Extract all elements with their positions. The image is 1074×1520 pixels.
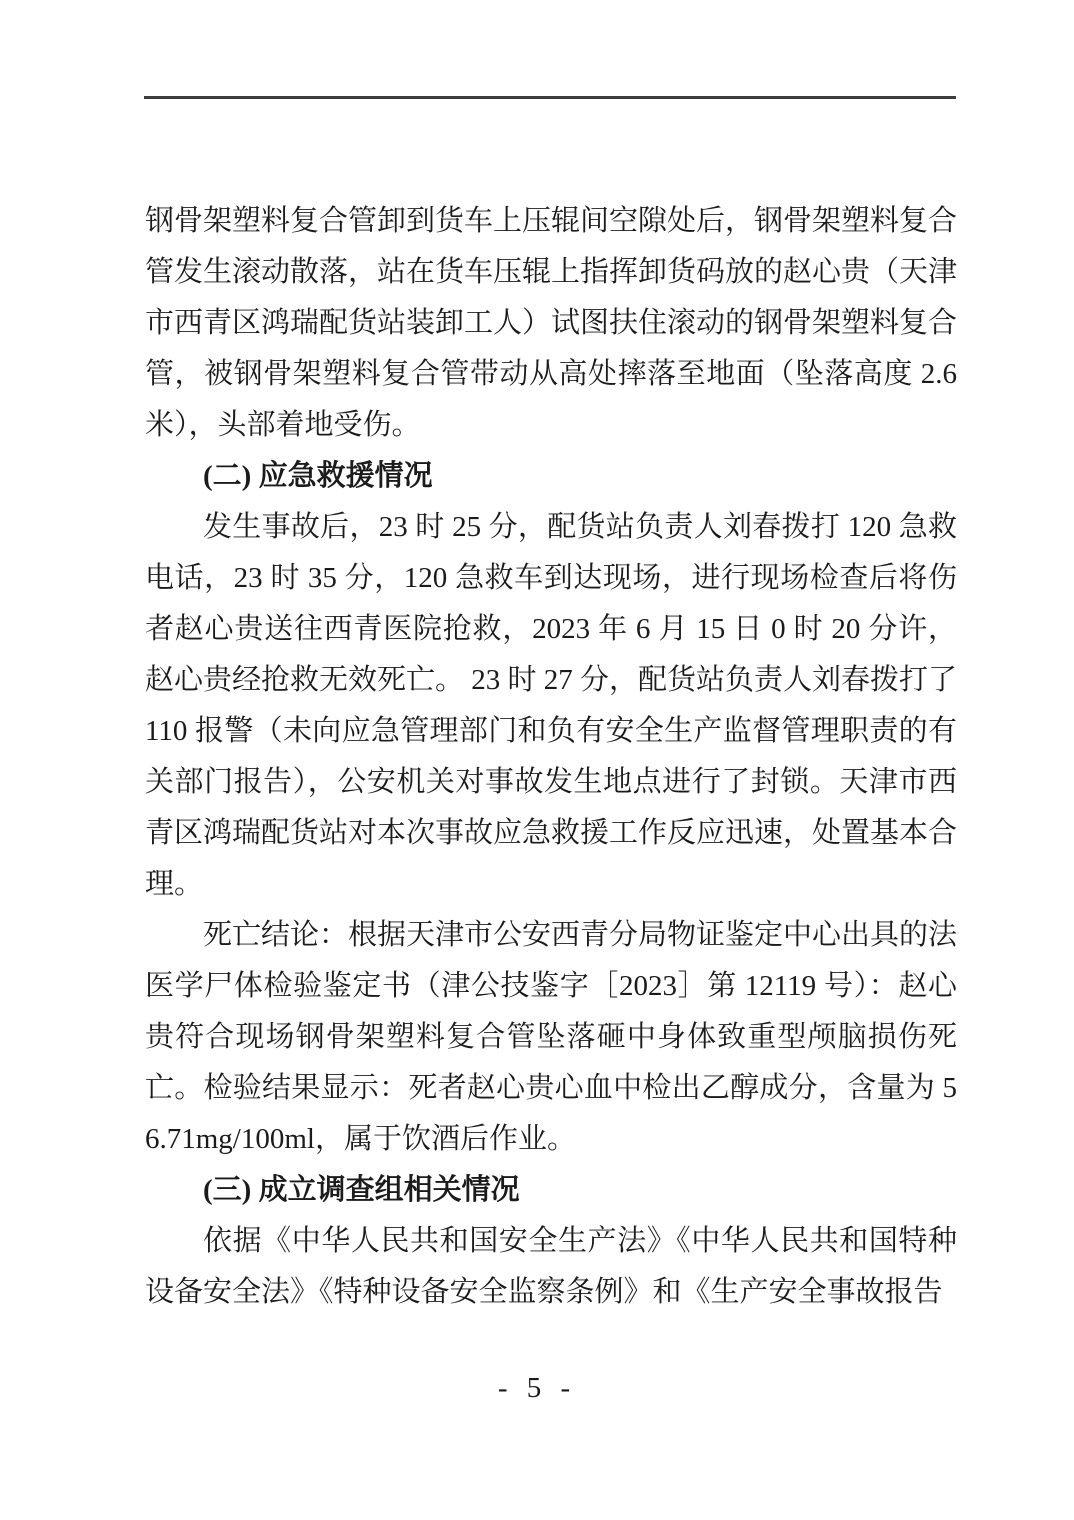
page-number: - 5 -: [497, 1372, 577, 1404]
section-heading: (二) 应急救援情况: [203, 460, 433, 492]
paragraph: 发生事故后，23 时 25 分，配货站负责人刘春拨打 120 急救电话，23 时 35 分，120 急救车到达现场，进行现场检查后将伤者赵心贵送往西青医院抢救，2023 年 6 月 15 日 0 时 20 分许，赵心贵经抢救无效死亡。 23 时 27 分，配货站负责人刘春拨打了 110 报警（未向应急管理部门和负有安全生产监督管理职责的有关部门报告），公安机关对事故发生地点进行了封锁。天津市西青区鸿瑞配货站对本次事故应急救援工作反应迅速，处置基本合理。: [145, 511, 958, 900]
header-rule: [144, 96, 956, 99]
section-heading: (三) 成立调查组相关情况: [203, 1174, 520, 1206]
paragraph: 依据《中华人民共和国安全生产法》《中华人民共和国特种设备安全法》《特种设备安全监察条例》和《生产安全事故报告: [145, 1225, 957, 1308]
document-body: [145, 196, 957, 1318]
paragraph: 钢骨架塑料复合管卸到货车上压辊间空隙处后，钢骨架塑料复合管发生滚动散落，站在货车压辊上指挥卸货码放的赵心贵（天津市西青区鸿瑞配货站装卸工人）试图扶住滚动的钢骨架塑料复合管，被钢骨架塑料复合管带动从高处摔落至地面（坠落高度 2.6 米），头部着地受伤。: [145, 205, 958, 441]
paragraph: 死亡结论：根据天津市公安西青分局物证鉴定中心出具的法医学尸体检验鉴定书（津公技鉴字［2023］第 12119 号）：赵心贵符合现场钢骨架塑料复合管坠落砸中身体致重型颅脑损伤死亡。检验结果显示：死者赵心贵心血中检出乙醇成分，含量为 56.71mg/100ml，属于饮酒后作业。: [145, 919, 958, 1155]
